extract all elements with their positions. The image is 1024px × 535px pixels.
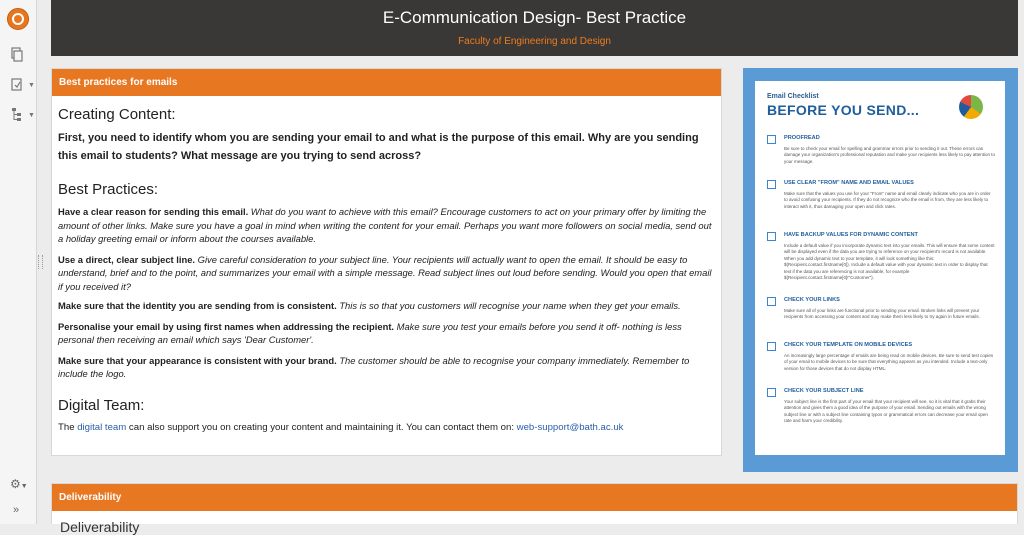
- best-practices-card: [51, 68, 722, 456]
- expand-sidebar-icon[interactable]: »: [13, 504, 20, 516]
- left-rail: [0, 0, 37, 524]
- pie-chart-icon: [959, 95, 983, 119]
- email-checklist-image: [743, 68, 1018, 472]
- publish-icon[interactable]: [10, 77, 28, 93]
- practice-1: Have a clear reason for sending this email. What do you want to achieve with this email? Encourage customers to act on your primary offer by limiting the amount of other links. Make sure you have a goal in mind when writing the content for your email. Perhaps you want more followers on social media, send out a holiday greeting email or inform about the courses available.: [58, 206, 712, 244]
- digital-team-paragraph: The digital team can also support you on creating your content and maintaining it. You can contact them on: web-support@bath.ac.uk: [58, 421, 624, 433]
- deliverability-card: [51, 483, 1018, 535]
- site-logo[interactable]: [7, 8, 29, 30]
- practice-5: Make sure that your appearance is consistent with your brand. The customer should be able to recognise your company immediately. Remember to include the logo.: [58, 354, 690, 379]
- checklist-small-title: Email Checklist: [767, 93, 819, 100]
- digital-team-link[interactable]: digital team: [77, 421, 127, 433]
- checkbox-icon: [767, 388, 776, 397]
- checklist-big-title: BEFORE YOU SEND...: [767, 102, 920, 118]
- checkbox-icon: [767, 297, 776, 306]
- creating-content-heading: Creating Content:: [58, 106, 176, 123]
- checkbox-icon: [767, 232, 776, 241]
- sitemap-caret-icon[interactable]: ▼: [28, 112, 35, 119]
- page-header: [51, 0, 1018, 56]
- resize-handle[interactable]: [38, 255, 43, 269]
- practice-2: Use a direct, clear subject line. Give careful consideration to your subject line. Your recipients will actually want to open the email. It should be easy to understand, brief and to the point, and summarizes your email with a simple message. Read subject lines out loud before sending. Would you open that email if you received it?: [58, 253, 712, 292]
- best-practices-bar[interactable]: Best practices for emails: [52, 69, 721, 96]
- digital-team-heading: Digital Team:: [58, 396, 145, 414]
- pages-icon[interactable]: [10, 47, 28, 63]
- practice-4: Personalise your email by using first names when addressing the recipient. Make sure you test your emails before you send it off- nothing is less personal then receiving an email which says 'Dear Customer'.: [58, 320, 682, 345]
- intro-paragraph: First, you need to identify whom you are sending your email to and what is the purpose of this email. Why are you sending this email to students? What message are you trying to send across?: [58, 132, 699, 162]
- best-practices-heading: Best Practices:: [58, 181, 159, 198]
- deliverability-bar[interactable]: Deliverability: [52, 484, 1017, 511]
- deliverability-heading: Deliverability: [60, 519, 140, 535]
- checkbox-icon: [767, 135, 776, 144]
- settings-gear-icon[interactable]: ⚙▼: [10, 477, 28, 491]
- publish-caret-icon[interactable]: ▼: [28, 82, 35, 89]
- checkbox-icon: [767, 342, 776, 351]
- sitemap-icon[interactable]: [10, 107, 28, 123]
- page-subtitle: Faculty of Engineering and Design: [458, 36, 611, 47]
- page-title: E-Communication Design- Best Practice: [382, 8, 687, 27]
- checkbox-icon: [767, 180, 776, 189]
- checklist-sheet: Email Checklist BEFORE YOU SEND... PROOFREAD Be sure to check your email for spelling and grammar errors prior to sending it out. These errors can damage your organization's professional reputation and make your recipients less likely to pay attention to your message. USE CLEAR "FROM" NAME AND EMAIL VALUES Make sure that the values you use for your "From" name and email clearly indicate who you are in order to avoid confusing your recipients. If they do not recognize who the email is from, they are less likely to interact with it, thus damaging your open and click rates. HAVE BACKUP VALUES FOR DYNAMIC CONTENT Include a default value if you incorporate dynamic text into your emails. This will ensure that some content will be displayed even if the data you are trying to reference on your recipient's record is not available. When you add dynamic text to your template, it will look something like this: ${Recipient.contact.firstname[0]}. Include a default value with your dynamic text in order to display that text if the data you are referencing is not available, for example ${Recipient.contact.firstname[0]!"Customer"}. CHECK YOUR LINKS Make sure all of your links are functional prior to sending your email. Broken links will prevent your recipients from accessing your content and may make them less likely to try again in future emails. CHECK YOUR TEMPLATE ON MOBILE DEVICES An increasingly large percentage of emails are being read on mobile devices. Be sure to send test copies of your email to mobile devices to be sure that everything appears as you intended. Include a text-only version for those devices that do not display HTML. CHECK YOUR SUBJECT LINE Your subject line is the first part of your email that your recipient will see, so it is vital that it grabs their attention and gives them a good idea of the purpose of your email. Sending out emails with the wrong subject line or with a subject line containing typos or grammatical errors can decrease your email open rate and harm your credibility.: [755, 81, 1005, 455]
- support-email-link[interactable]: web-support@bath.ac.uk: [516, 421, 624, 433]
- practice-3: Make sure that the identity you are sending from is consistent. This is so that you customers will recognise your name when they get your emails.: [58, 300, 681, 311]
